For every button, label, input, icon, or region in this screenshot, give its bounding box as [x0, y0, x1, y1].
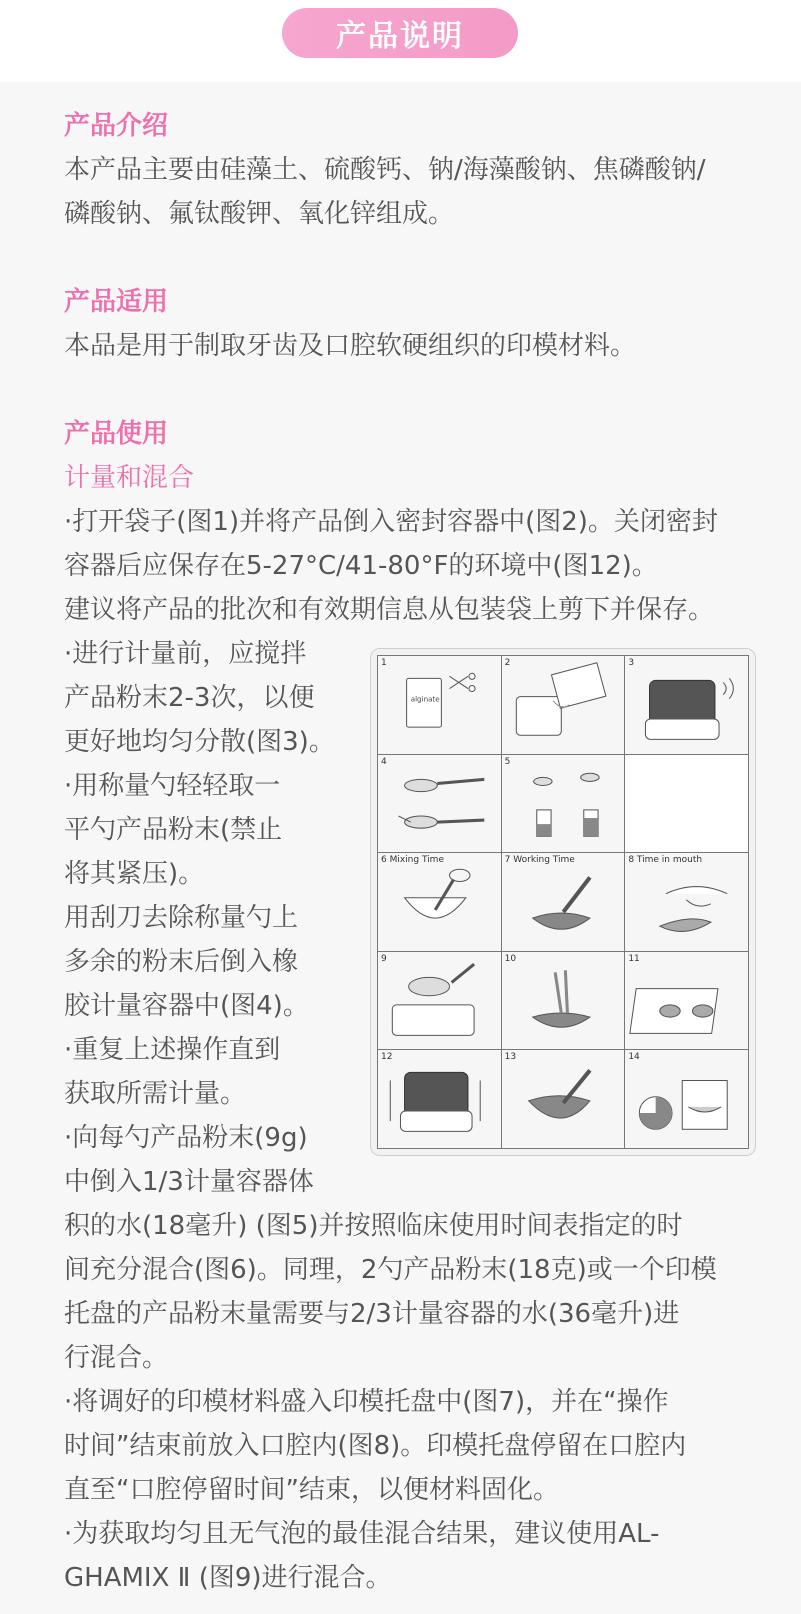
- instruction-panel: [625, 853, 749, 952]
- usage-side-line: 胶计量容器中(图4)。: [64, 991, 309, 1021]
- intro-line: 磷酸钠、氟钛酸钾、氧化锌组成。: [64, 199, 455, 229]
- panel-number: 12: [381, 1052, 393, 1063]
- usage-bottom-line: 托盘的产品粉末量需要与2/3计量容器的水(36毫升)进: [64, 1299, 680, 1329]
- instruction-figure: [370, 648, 756, 1156]
- usage-side-line: ·重复上述操作直到: [64, 1035, 281, 1065]
- instruction-panel: [378, 656, 502, 755]
- page-title: 产品说明: [282, 8, 518, 58]
- usage-side-line: 获取所需计量。: [64, 1079, 247, 1109]
- instruction-panel: [625, 656, 749, 755]
- panel-number: 1: [381, 658, 387, 668]
- panel-number: 10: [504, 953, 517, 964]
- header-bar: [0, 0, 801, 82]
- panel-illustration: [502, 853, 625, 951]
- usage-bottom-line: GHAMIX Ⅱ (图9)进行混合。: [64, 1563, 392, 1593]
- usage-side-line: ·向每勺产品粉末(9g): [64, 1123, 308, 1153]
- usage-side-line: 多余的粉末后倒入橡: [64, 947, 299, 977]
- usage-bottom-line: ·为获取均匀且无气泡的最佳混合结果，建议使用AL-: [64, 1519, 660, 1549]
- panel-number: 5: [504, 756, 511, 767]
- instruction-panel: [378, 755, 502, 854]
- instruction-panel: [378, 952, 502, 1051]
- panel-illustration: [502, 952, 625, 1050]
- usage-side-line: 用刮刀去除称量勺上: [64, 903, 299, 933]
- usage-line: ·打开袋子(图1)并将产品倒入密封容器中(图2)。关闭密封: [64, 507, 718, 537]
- usage-subheading: 计量和混合: [64, 463, 195, 493]
- usage-side-line: ·进行计量前，应搅拌: [64, 639, 307, 669]
- panel-number: 11: [628, 953, 640, 964]
- instruction-panel: [502, 755, 626, 854]
- usage-line: 容器后应保存在5-27°C/41-80°F的环境中(图12)。: [64, 551, 658, 581]
- usage-side-line: 中倒入1/3计量容器体: [64, 1167, 314, 1197]
- panel-illustration: [502, 755, 625, 853]
- panel-illustration: [625, 1050, 748, 1148]
- panel-number: 9: [381, 953, 387, 964]
- instruction-panel: [502, 656, 626, 755]
- instruction-panel: [625, 755, 749, 854]
- usage-side-line: 产品粉末2-3次，以便: [64, 683, 315, 713]
- panel-number: 2: [504, 658, 511, 668]
- panel-number: 14: [628, 1052, 640, 1063]
- usage-side-line: 将其紧压)。: [64, 859, 205, 889]
- panel-illustration: [378, 656, 501, 754]
- panel-illustration: [378, 952, 501, 1050]
- instruction-panel: [378, 853, 502, 952]
- panel-illustration: [625, 853, 748, 951]
- scope-line: 本品是用于制取牙齿及口腔软硬组织的印模材料。: [64, 331, 637, 361]
- instruction-panel: [502, 1050, 626, 1149]
- panel-number: 13: [504, 1052, 517, 1063]
- instruction-panel: [502, 952, 626, 1051]
- usage-bottom-line: 间充分混合(图6)。同理，2勺产品粉末(18克)或一个印模: [64, 1255, 717, 1285]
- usage-line: 建议将产品的批次和有效期信息从包装袋上剪下并保存。: [64, 595, 715, 625]
- panel-number: 4: [381, 756, 387, 767]
- panel-illustration: [625, 952, 748, 1050]
- usage-bottom-line: 积的水(18毫升) (图5)并按照临床使用时间表指定的时: [64, 1211, 683, 1241]
- panel-illustration: [502, 1050, 625, 1148]
- instruction-panel: [625, 952, 749, 1051]
- scope-heading: 产品适用: [64, 287, 169, 317]
- usage-side-line: ·用称量勺轻轻取一: [64, 771, 281, 801]
- usage-bottom-line: 直至“口腔停留时间”结束，以便材料固化。: [64, 1475, 559, 1505]
- panel-illustration: [502, 656, 625, 754]
- panel-illustration: [625, 656, 748, 754]
- panel-illustration: [378, 1050, 501, 1148]
- usage-heading: 产品使用: [64, 419, 169, 449]
- usage-bottom-line: 时间”结束前放入口腔内(图8)。印模托盘停留在口腔内: [64, 1431, 687, 1461]
- intro-line: 本产品主要由硅藻土、硫酸钙、钠/海藻酸钠、焦磷酸钠/: [64, 155, 706, 185]
- product-description: [64, 104, 764, 1600]
- usage-with-figure: [64, 632, 764, 1204]
- usage-bottom-line: ·将调好的印模材料盛入印模托盘中(图7)，并在“操作: [64, 1387, 669, 1417]
- panel-number: 6 Mixing Time: [381, 855, 444, 866]
- intro-heading: 产品介绍: [64, 111, 169, 141]
- usage-side-line: 更好地均匀分散(图3)。: [64, 727, 335, 757]
- instruction-panel: [625, 1050, 749, 1149]
- panel-illustration: [378, 853, 501, 951]
- panel-number: 3: [628, 658, 635, 668]
- svg-text:alginate: alginate: [410, 694, 440, 704]
- panel-illustration: [378, 755, 501, 853]
- usage-side-line: 平勺产品粉末(禁止: [64, 815, 283, 845]
- panel-number: 8 Time in mouth: [628, 855, 703, 866]
- instruction-panel: [378, 1050, 502, 1149]
- usage-bottom-line: 行混合。: [64, 1343, 169, 1373]
- panel-number: 7 Working Time: [504, 855, 575, 866]
- instruction-grid: [377, 655, 749, 1149]
- instruction-panel: [502, 853, 626, 952]
